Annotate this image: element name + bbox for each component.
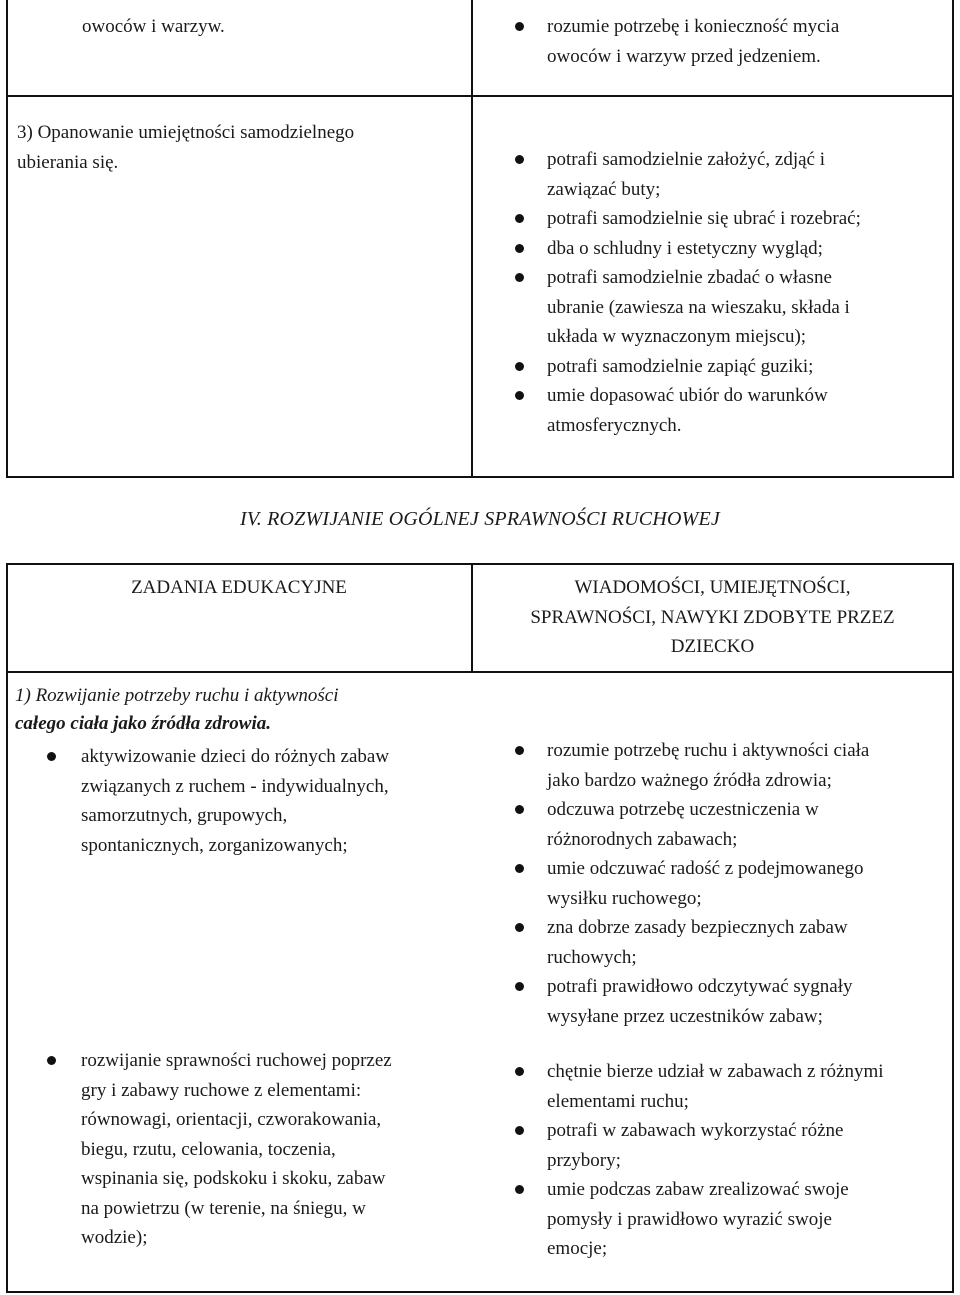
list-item-line: odczuwa potrzebę uczestniczenia w — [547, 799, 819, 820]
bullet-icon — [515, 736, 525, 746]
bullet-icon — [515, 1057, 525, 1067]
bullet-icon — [515, 352, 525, 362]
list-item-line: umie odczuwać radość z podejmowanego — [547, 858, 864, 879]
subheading — [15, 682, 338, 738]
list-item — [515, 1057, 884, 1116]
top-row2-left-text — [17, 118, 354, 177]
bullet-icon — [515, 795, 525, 805]
list-item — [515, 234, 861, 264]
bullet-icon — [515, 263, 525, 273]
bullet-icon — [515, 1175, 525, 1185]
list-item-line: dba o schludny i estetyczny wygląd; — [547, 237, 823, 259]
list-item — [515, 12, 839, 71]
right-group1-list — [515, 736, 869, 1031]
list-item-line: pomysły i prawidłowo wyrazić swoje — [547, 1208, 832, 1230]
top-table-row-divider — [6, 95, 954, 97]
list-item-line: samorzutnych, grupowych, — [81, 805, 288, 826]
top-row1-left-text: owoców i warzyw. — [82, 16, 225, 37]
list-item — [515, 736, 869, 795]
list-item — [515, 972, 869, 1031]
main-table-header-divider — [6, 671, 954, 673]
header-right-line: DZIECKO — [670, 636, 755, 657]
list-item-line: umie dopasować ubiór do warunków — [547, 385, 828, 406]
bullet-icon — [47, 1046, 57, 1056]
bullet-icon — [515, 204, 525, 214]
list-item-line: rozwijanie sprawności ruchowej poprzez — [81, 1050, 392, 1071]
list-item-line: atmosferycznych. — [547, 414, 682, 436]
subheading-line: 1) Rozwijanie potrzeby ruchu i aktywności — [15, 685, 339, 706]
list-item-line: rozumie potrzebę i konieczność mycia — [547, 16, 840, 37]
list-item — [515, 1175, 884, 1264]
list-item-line: wysyłane przez uczestników zabaw; — [547, 1005, 823, 1027]
bullet-icon — [515, 381, 525, 391]
subheading-line: całego ciała jako źródła zdrowia. — [15, 713, 271, 734]
list-item-line: potrafi samodzielnie założyć, zdjąć i — [547, 149, 826, 170]
list-item-line: potrafi samodzielnie zapiąć guziki; — [547, 355, 814, 377]
list-item — [515, 145, 861, 204]
bullet-icon — [47, 742, 57, 752]
header-right-line: WIADOMOŚCI, UMIEJĘTNOŚCI, — [574, 577, 851, 598]
list-item-line: układa w wyznaczonym miejscu); — [547, 326, 807, 347]
header-right — [473, 573, 952, 662]
list-item — [47, 742, 389, 860]
list-item-line: wodzie); — [81, 1227, 148, 1248]
bullet-icon — [515, 854, 525, 864]
list-item-line: wysiłku ruchowego; — [547, 887, 702, 909]
list-item-line: jako bardzo ważnego źródła zdrowia; — [547, 769, 832, 791]
list-item-line: umie podczas zabaw zrealizować swoje — [547, 1179, 849, 1200]
list-item-line: ruchowych; — [547, 946, 637, 968]
list-item-line: aktywizowanie dzieci do różnych zabaw — [81, 746, 390, 767]
bullet-icon — [515, 972, 525, 982]
list-item — [515, 204, 861, 234]
top-table-column-divider — [471, 0, 473, 478]
bullet-icon — [515, 12, 525, 22]
top-row2-right-list — [515, 145, 861, 440]
top-row1-right-list — [515, 12, 839, 71]
list-item-line: związanych z ruchem - indywidualnych, — [81, 775, 389, 797]
list-item — [515, 381, 861, 440]
list-item-line: biegu, rzutu, celowania, toczenia, — [81, 1138, 336, 1160]
bullet-icon — [515, 234, 525, 244]
bullet-icon — [515, 913, 525, 923]
list-item-line: potrafi prawidłowo odczytywać sygnały — [547, 976, 853, 997]
list-item — [47, 1046, 392, 1253]
list-item-line: owoców i warzyw przed jedzeniem. — [547, 45, 821, 67]
list-item-line: równowagi, orientacji, czworakowania, — [81, 1109, 382, 1130]
list-item-line: potrafi samodzielnie zbadać o własne — [547, 267, 832, 288]
list-item — [515, 263, 861, 352]
list-item-line: na powietrzu (w terenie, na śniegu, w — [81, 1197, 366, 1219]
list-item — [515, 913, 869, 972]
top-row2-left-line: 3) Opanowanie umiejętności samodzielnego — [17, 122, 355, 143]
list-item-line: różnorodnych zabawach; — [547, 828, 738, 850]
list-item-line: chętnie bierze udział w zabawach z różnymi — [547, 1061, 884, 1082]
list-item-line: emocje; — [547, 1238, 608, 1259]
list-item-line: gry i zabawy ruchowe z elementami: — [81, 1079, 362, 1101]
list-item — [515, 795, 869, 854]
left-group2-list — [47, 1046, 392, 1253]
header-right-line: SPRAWNOŚCI, NAWYKI ZDOBYTE PRZEZ — [530, 606, 895, 628]
list-item-line: zawiązać buty; — [547, 178, 661, 200]
left-group1-list — [47, 742, 389, 860]
list-item-line: potrafi samodzielnie się ubrać i rozebrać; — [547, 208, 861, 229]
section-heading: IV. ROZWIJANIE OGÓLNEJ SPRAWNOŚCI RUCHOWEJ — [240, 508, 720, 530]
right-group2-list — [515, 1057, 884, 1264]
list-item-line: elementami ruchu; — [547, 1090, 689, 1112]
list-item-line: ubranie (zawiesza na wieszaku, składa i — [547, 296, 850, 318]
list-item-line: potrafi w zabawach wykorzystać różne — [547, 1120, 844, 1141]
list-item — [515, 854, 869, 913]
top-row2-left-line: ubierania się. — [17, 151, 119, 173]
list-item-line: rozumie potrzebę ruchu i aktywności ciała — [547, 740, 870, 761]
list-item-line: wspinania się, podskoku i skoku, zabaw — [81, 1168, 386, 1189]
bullet-icon — [515, 145, 525, 155]
list-item-line: przybory; — [547, 1149, 621, 1171]
list-item-line: zna dobrze zasady bezpiecznych zabaw — [547, 917, 848, 938]
bullet-icon — [515, 1116, 525, 1126]
list-item-line: spontanicznych, zorganizowanych; — [81, 834, 348, 856]
header-left: ZADANIA EDUKACYJNE — [131, 577, 347, 598]
list-item — [515, 352, 861, 382]
list-item — [515, 1116, 884, 1175]
